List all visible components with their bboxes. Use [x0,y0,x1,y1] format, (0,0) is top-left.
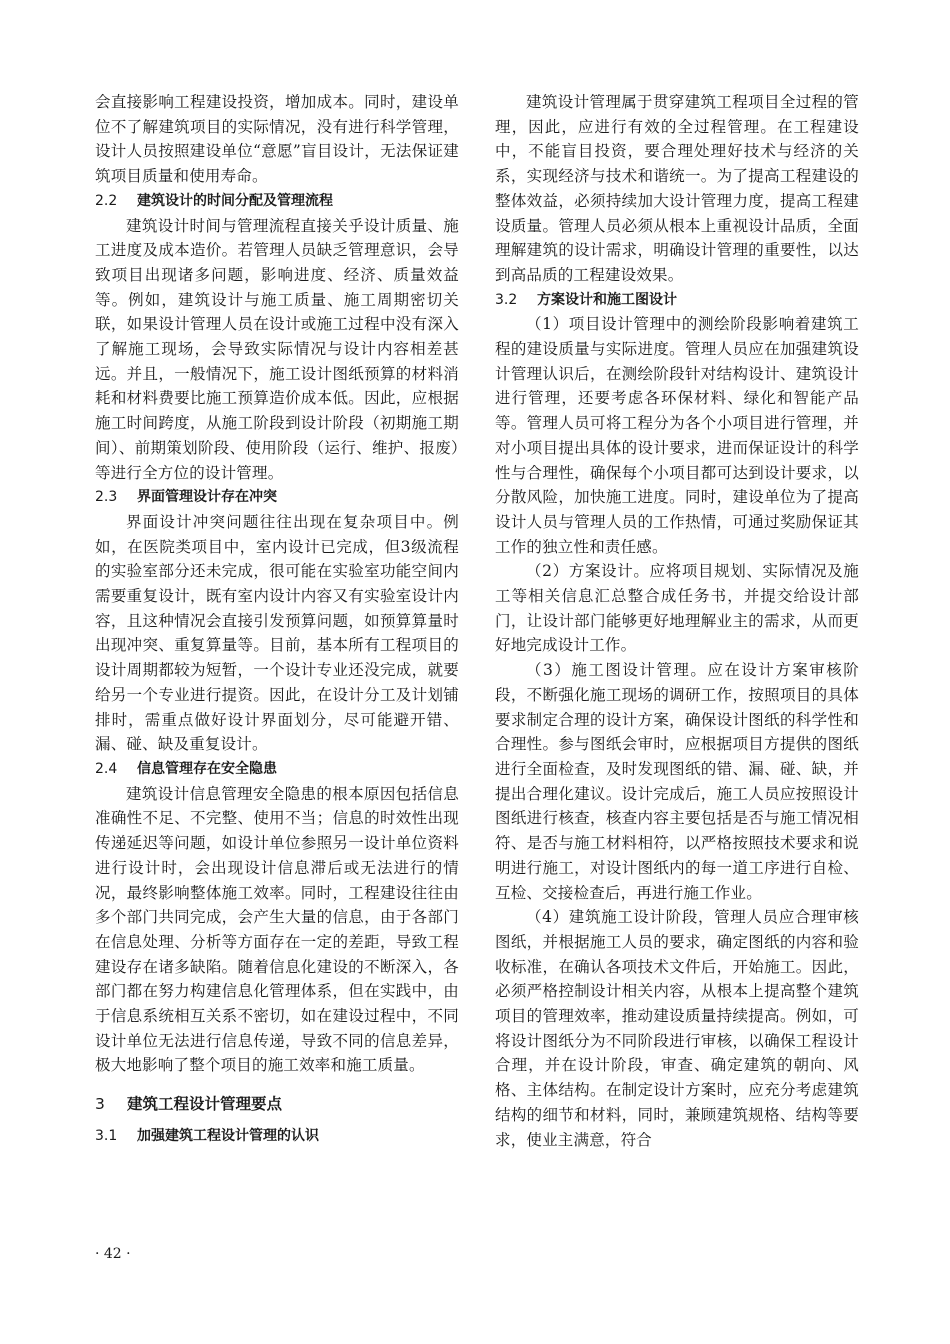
section-3-title: 建筑工程设计管理要点 [127,1095,283,1114]
section-3-1-paragraph: 建筑设计管理属于贯穿建筑工程项目全过程的管理，因此，应进行有效的全过程管理。在工程建设中，不能盲目投资，要合理处理好技术与经济的关系，实现经济与技术和谐统一。为了提高工程建设的整体效益，必须持续加大设计管理力度，提高工程建设质量。管理人员必须从根本上重视设计品质，全面理解建筑的设计需求，明确设计管理的重要性，以达到高品质的工程建设效果。 [495,93,859,284]
section-3-1-title: 加强建筑工程设计管理的认识 [137,1128,319,1145]
section-2-4-paragraph: 建筑设计信息管理安全隐患的根本原因包括信息准确性不足、不完整、使用不当；信息的时效性出现传递延迟等问题，如设计单位参照另一设计单位资料进行设计时，会出现设计信息滞后或无法进行的情况，最终影响整体施工效率。同时，工程建设往往由多个部门共同完成，会产生大量的信息，由于各部门在信息处理、分析等方面存在一定的差距，导致工程建设存在诸多缺陷。随着信息化建设的不断深入，各部门都在努力构建信息化管理体系，但在实践中，由于信息系统相互关系不密切，如在建设过程中，不同设计单位无法进行信息传递，导致不同的信息差异，极大地影响了整个项目的施工效率和施工质量。 [95,784,459,1075]
section-2-3-paragraph: 界面设计冲突问题往往出现在复杂项目中。例如，在医院类项目中，室内设计已完成，但3级流程的实验室部分还未完成，很可能在实验室功能空间内需要重复设计，既有室内设计内容又有实验室设计内容，且这种情况会直接引发预算问题，如预算算量时出现冲突、重复算量等。目前，基本所有工程项目的设计周期都较为短暂，一个设计专业还没完成，就要给另一个专业进行提资。因此，在设计分工及计划铺排时，需重点做好设计界面划分，尽可能避开错、漏、碰、缺及重复设计。 [95,512,459,754]
section-2-3-title: 界面管理设计存在冲突 [137,489,277,506]
section-2-4-heading [95,757,459,782]
section-3-2-item-3: （3）施工图设计管理。应在设计方案审核阶段，不断强化施工现场的调研工作，按照项目的具体要求制定合理的设计方案，确保设计图纸的科学性和合理性。参与图纸会审时，应根据项目方提供的图纸进行全面检查，及时发现图纸的错、漏、碰、缺，并提出合理化建议。设计完成后，施工人员应按照设计图纸进行核查，核查内容主要包括是否与施工情况相符、是否与施工材料相符，以严格按照技术要求和说明进行施工，对设计图纸内的每一道工序进行自检、互检、交接检查后，再进行施工作业。 [495,661,859,902]
page-number: · 42 · [95,1246,131,1262]
left-column [95,90,459,1149]
section-2-2-paragraph: 建筑设计时间与管理流程直接关乎设计质量、施工进度及成本造价。若管理人员缺乏管理意识，会导致项目出现诸多问题，影响进度、经济、质量效益等。例如，建筑设计与施工质量、施工周期密切关联，如果设计管理人员在设计或施工过程中没有深入了解施工现场，会导致实际情况与设计内容相差甚远。并且，一般情况下，施工设计图纸预算的材料消耗和材料费要比施工预算造价成本低。因此，应根据施工时间跨度，从施工阶段到设计阶段（初期施工期间）、前期策划阶段、使用阶段（运行、维护、报废）等进行全方位的设计管理。 [95,216,459,482]
section-2-2-title: 建筑设计的时间分配及管理流程 [137,192,333,209]
section-3-heading [95,1092,459,1116]
section-3-2-item-1: （1）项目设计管理中的测绘阶段影响着建筑工程的建设质量与实际进度。管理人员应在加强建筑设计管理认识后，在测绘阶段针对结构设计、建筑设计进行管理，还要考虑各环保材料、绿化和智能产品等。管理人员可将工程分为各个小项目进行管理，并对小项目提出具体的设计要求，进而保证设计的科学性与合理性，确保每个小项目都可达到设计要求，以分散风险，加快施工进度。同时，建设单位为了提高设计人员与管理人员的工作热情，可通过奖励保证其工作的独立性和责任感。 [495,315,859,556]
section-3-1-number: 3.1 [95,1128,118,1145]
intro-paragraph: 会直接影响工程建设投资，增加成本。同时，建设单位不了解建筑项目的实际情况，没有进行科学管理，设计人员按照建设单位“意愿”盲目设计，无法保证建筑项目质量和使用寿命。 [95,93,459,186]
section-3-2-item-2: （2）方案设计。应将项目规划、实际情况及施工等相关信息汇总整合成任务书，并提交给设计部门，让设计部门能够更好地理解业主的需求，从而更好地完成设计工作。 [495,562,859,655]
section-2-4-title: 信息管理存在安全隐患 [137,760,277,777]
section-2-3-number: 2.3 [95,489,118,506]
section-3-2-item-4: （4）建筑施工设计阶段，管理人员应合理审核图纸，并根据施工人员的要求，确定图纸的内容和验收标准，在确认各项技术文件后，开始施工。因此，必须严格控制设计相关内容，从根本上提高整个建筑项目的管理效率，推动建设质量持续提高。例如，可将设计图纸分为不同阶段进行审核，以确保工程设计合理，并在设计阶段，审查、确定建筑的朝向、风格、主体结构。在制定设计方案时，应充分考虑建筑结构的细节和材料，同时，兼顾建筑规格、结构等要求，使业主满意，符合 [495,908,859,1149]
section-2-2-number: 2.2 [95,192,118,209]
section-3-1-heading [95,1124,459,1149]
section-3-2-title: 方案设计和施工图设计 [537,291,677,308]
section-2-4-number: 2.4 [95,760,118,777]
section-3-2-number: 3.2 [495,291,518,308]
section-3-2-heading [495,288,859,313]
section-3-number: 3 [95,1095,105,1114]
section-2-2-heading [95,189,459,214]
right-column [495,90,859,1152]
section-2-3-heading [95,485,459,510]
